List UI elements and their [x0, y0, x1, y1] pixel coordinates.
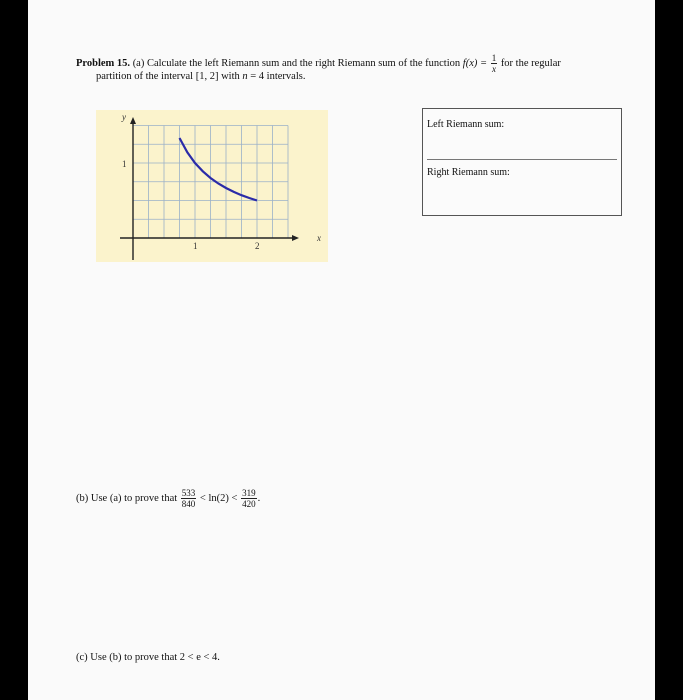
problem-statement-line2 — [96, 71, 305, 82]
part-b-inequality: < ln(2) < — [199, 492, 238, 504]
n-variable: n — [242, 71, 248, 82]
function-lhs: f(x) = — [462, 57, 488, 69]
answer-box-divider — [427, 159, 617, 160]
x-axis-label: x — [317, 233, 321, 243]
left-fraction-denominator: 840 — [181, 499, 196, 509]
part-a-text-end: for the regular — [500, 57, 561, 69]
fraction-denominator: x — [491, 64, 496, 74]
left-riemann-sum-label: Left Riemann sum: — [427, 119, 505, 130]
fraction-numerator: 1 — [491, 53, 497, 63]
x-tick-label-2: 2 — [255, 241, 260, 251]
right-riemann-sum-label: Right Riemann sum: — [427, 167, 510, 178]
part-a-label: (a) — [132, 57, 145, 69]
left-fraction-numerator: 533 — [181, 488, 196, 498]
function-fraction — [491, 53, 498, 74]
function-graph — [96, 110, 328, 262]
part-c-statement: (c) Use (b) to prove that 2 < e < 4. — [76, 652, 220, 663]
right-fraction-numerator: 319 — [242, 488, 256, 498]
y-axis-label: y — [122, 112, 126, 122]
part-b-right-fraction — [241, 488, 257, 509]
answer-box — [422, 108, 622, 216]
part-a-text: Calculate the left Riemann sum and the right Riemann sum of the function — [146, 57, 461, 69]
part-b-left-fraction — [181, 488, 197, 509]
intervals-text: = 4 intervals. — [250, 71, 306, 82]
document-page — [28, 0, 655, 700]
right-fraction-denominator: 420 — [242, 499, 256, 509]
part-b-period: . — [257, 492, 261, 504]
problem-number: Problem 15. — [76, 57, 131, 69]
y-tick-label-1: 1 — [122, 159, 127, 169]
part-b-text: (b) Use (a) to prove that — [76, 492, 178, 504]
part-b-statement — [76, 488, 260, 509]
x-tick-label-1: 1 — [193, 241, 198, 251]
interval-text: partition of the interval [1, 2] with — [96, 71, 240, 82]
